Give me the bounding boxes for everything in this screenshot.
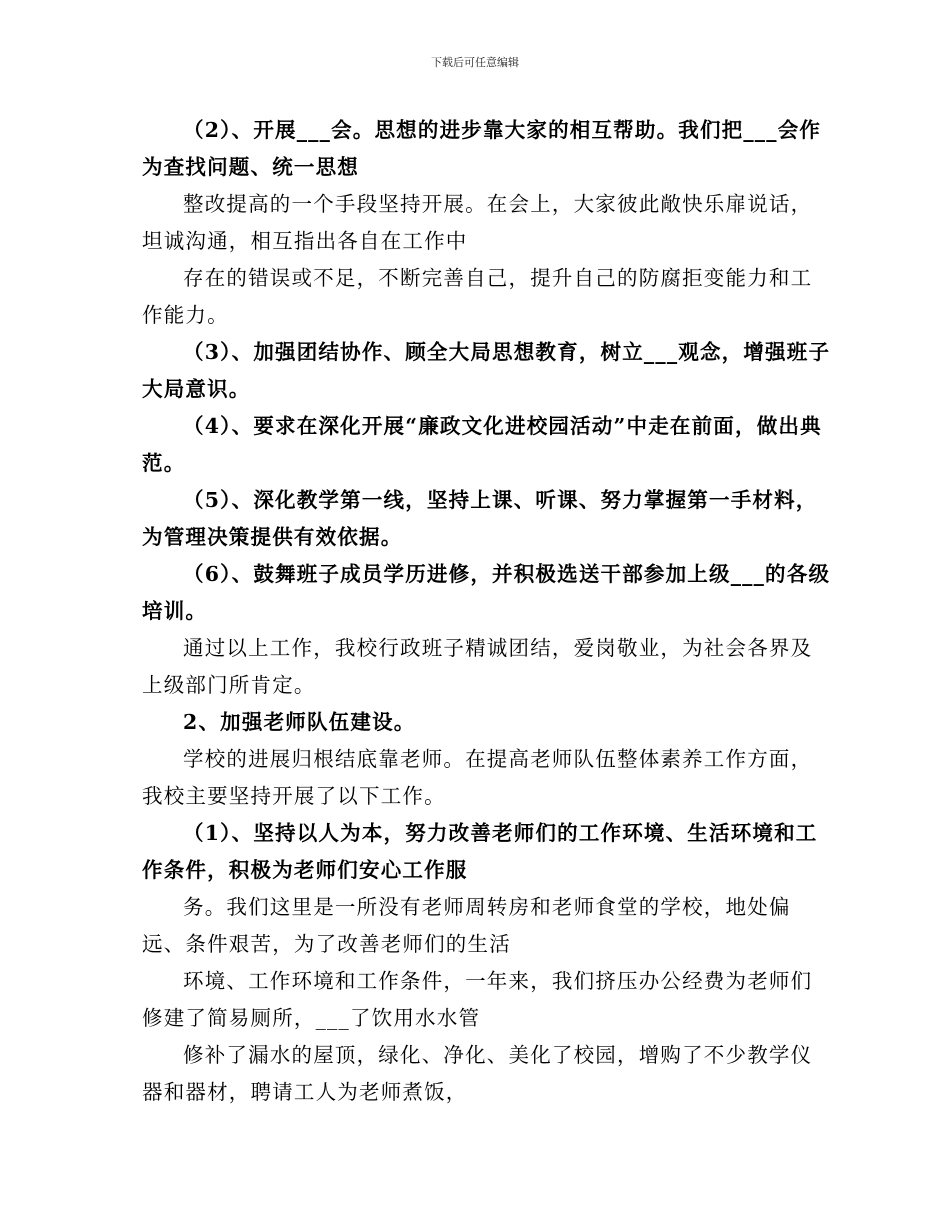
paragraph-10: 学校的进展归根结底靠老师。在提高老师队伍整体素养工作方面，我校主要坚持开展了以下工作。: [142, 747, 813, 808]
paragraph-1: （2）、开展___会。思想的进步靠大家的相互帮助。我们把___会作为查找问题、统一思想: [142, 118, 822, 179]
page-header: 下载后可任意编辑: [431, 56, 519, 69]
paragraph-2: 整改提高的一个手段坚持开展。在会上，大家彼此敞快乐扉说话，坦诚沟通，相互指出各自在工作中: [142, 192, 813, 253]
document-body: [142, 112, 832, 1111]
paragraph-13: 环境、工作环境和工作条件，一年来，我们挤压办公经费为老师们修建了简易厕所，___了饮用水水管: [142, 969, 813, 1030]
paragraph-3: 存在的错误或不足，不断完善自己，提升自己的防腐拒变能力和工作能力。: [142, 266, 813, 327]
paragraph-11: （1）、坚持以人为本，努力改善老师们的工作环境、生活环境和工作条件，积极为老师们安心工作服: [142, 821, 818, 882]
paragraph-14: 修补了漏水的屋顶，绿化、净化、美化了校园，增购了不少教学仪器和器材，聘请工人为老师煮饭，: [142, 1043, 813, 1104]
paragraph-7: （6）、鼓舞班子成员学历进修，并积极选送干部参加上级___的各级培训。: [142, 562, 831, 623]
paragraph-4: （3）、加强团结协作、顾全大局思想教育，树立___观念，增强班子大局意识。: [142, 340, 831, 401]
paragraph-5: （4）、要求在深化开展“廉政文化进校园活动”中走在前面，做出典范。: [142, 414, 822, 475]
paragraph-12: 务。我们这里是一所没有老师周转房和老师食堂的学校，地处偏远、条件艰苦，为了改善老师们的生活: [142, 895, 791, 956]
paragraph-8: 通过以上工作，我校行政班子精诚团结，爱岗敬业，为社会各界及上级部门所肯定。: [142, 636, 813, 697]
paragraph-6: （5）、深化教学第一线，坚持上课、听课、努力掌握第一手材料，为管理决策提供有效依据。: [142, 488, 818, 549]
section-heading: 2、加强老师队伍建设。: [183, 710, 416, 734]
